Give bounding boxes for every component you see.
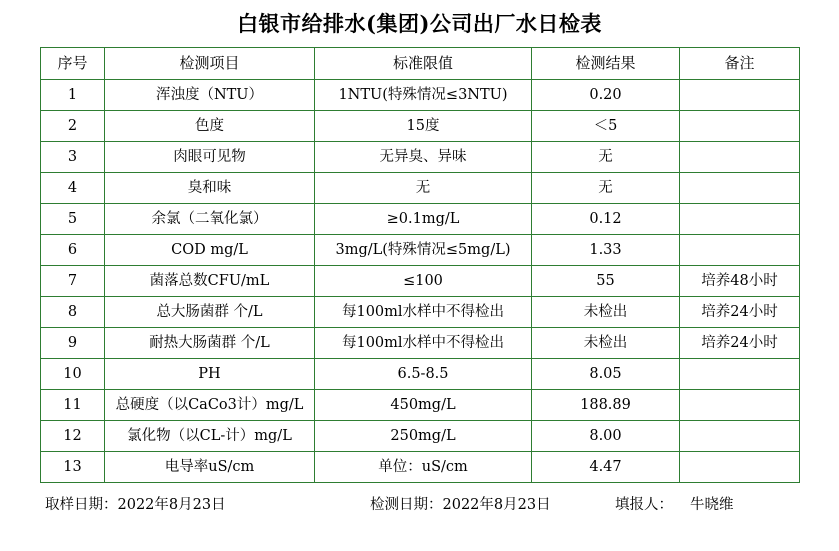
cell-item: 余氯（二氧化氯） xyxy=(105,204,315,235)
cell-remark xyxy=(680,173,800,204)
cell-remark xyxy=(680,80,800,111)
cell-no: 3 xyxy=(41,142,105,173)
cell-limit: 单位：uS/cm xyxy=(315,452,532,483)
table-row xyxy=(41,297,800,328)
cell-result: 0.20 xyxy=(532,80,680,111)
cell-result: 1.33 xyxy=(532,235,680,266)
cell-result: 0.12 xyxy=(532,204,680,235)
cell-no: 2 xyxy=(41,111,105,142)
cell-no: 8 xyxy=(41,297,105,328)
cell-result: 8.00 xyxy=(532,421,680,452)
cell-result: 4.47 xyxy=(532,452,680,483)
cell-limit: ≤100 xyxy=(315,266,532,297)
cell-no: 4 xyxy=(41,173,105,204)
cell-result: 55 xyxy=(532,266,680,297)
cell-limit: 无 xyxy=(315,173,532,204)
cell-item: COD mg/L xyxy=(105,235,315,266)
table-row xyxy=(41,359,800,390)
cell-item: 氯化物（以CL-计）mg/L xyxy=(105,421,315,452)
cell-no: 5 xyxy=(41,204,105,235)
cell-no: 6 xyxy=(41,235,105,266)
cell-item: 总硬度（以CaCo3计）mg/L xyxy=(105,390,315,421)
cell-remark xyxy=(680,452,800,483)
cell-remark: 培养24小时 xyxy=(680,328,800,359)
table-row xyxy=(41,266,800,297)
cell-result: 8.05 xyxy=(532,359,680,390)
column-header-no: 序号 xyxy=(41,48,105,80)
cell-result: 无 xyxy=(532,142,680,173)
water-quality-table xyxy=(40,47,800,483)
cell-result: 未检出 xyxy=(532,328,680,359)
column-header-result: 检测结果 xyxy=(532,48,680,80)
cell-no: 12 xyxy=(41,421,105,452)
cell-limit: 6.5-8.5 xyxy=(315,359,532,390)
cell-item: 色度 xyxy=(105,111,315,142)
cell-limit: 每100ml水样中不得检出 xyxy=(315,297,532,328)
cell-remark xyxy=(680,235,800,266)
cell-remark xyxy=(680,421,800,452)
table-header xyxy=(41,48,800,80)
column-header-item: 检测项目 xyxy=(105,48,315,80)
cell-no: 11 xyxy=(41,390,105,421)
table-row xyxy=(41,111,800,142)
sample-date: 取样日期：2022年8月23日 xyxy=(45,497,226,513)
table-row xyxy=(41,390,800,421)
table-row xyxy=(41,328,800,359)
cell-remark xyxy=(680,204,800,235)
cell-no: 9 xyxy=(41,328,105,359)
cell-remark: 培养24小时 xyxy=(680,297,800,328)
cell-item: 电导率uS/cm xyxy=(105,452,315,483)
cell-item: 肉眼可见物 xyxy=(105,142,315,173)
cell-result: 无 xyxy=(532,173,680,204)
cell-limit: 250mg/L xyxy=(315,421,532,452)
cell-limit: 15度 xyxy=(315,111,532,142)
cell-remark: 培养48小时 xyxy=(680,266,800,297)
column-header-limit: 标准限值 xyxy=(315,48,532,80)
cell-no: 7 xyxy=(41,266,105,297)
table-row xyxy=(41,421,800,452)
test-date: 检测日期：2022年8月23日 xyxy=(370,497,551,513)
page-title: 白银市给排水(集团)公司出厂水日检表 xyxy=(237,11,602,36)
cell-remark xyxy=(680,142,800,173)
cell-limit: ≥0.1mg/L xyxy=(315,204,532,235)
table-body xyxy=(41,80,800,483)
table-row xyxy=(41,204,800,235)
filler-name: 牛晓维 xyxy=(690,497,734,513)
table-row xyxy=(41,80,800,111)
cell-limit: 450mg/L xyxy=(315,390,532,421)
cell-remark xyxy=(680,359,800,390)
cell-item: 浑浊度（NTU） xyxy=(105,80,315,111)
table-row xyxy=(41,173,800,204)
filler-label: 填报人： xyxy=(615,497,673,513)
cell-limit: 1NTU(特殊情况≤3NTU) xyxy=(315,80,532,111)
cell-item: 耐热大肠菌群 个/L xyxy=(105,328,315,359)
footer xyxy=(0,487,839,521)
cell-no: 10 xyxy=(41,359,105,390)
cell-item: 菌落总数CFU/mL xyxy=(105,266,315,297)
cell-limit: 每100ml水样中不得检出 xyxy=(315,328,532,359)
cell-item: 总大肠菌群 个/L xyxy=(105,297,315,328)
table-row xyxy=(41,452,800,483)
table-row xyxy=(41,142,800,173)
cell-item: PH xyxy=(105,359,315,390)
cell-no: 1 xyxy=(41,80,105,111)
cell-result: ＜5 xyxy=(532,111,680,142)
cell-remark xyxy=(680,390,800,421)
table-row xyxy=(41,235,800,266)
table-header-row xyxy=(41,48,800,80)
column-header-remark: 备注 xyxy=(680,48,800,80)
cell-remark xyxy=(680,111,800,142)
table-container xyxy=(0,47,839,483)
cell-no: 13 xyxy=(41,452,105,483)
cell-limit: 3mg/L(特殊情况≤5mg/L) xyxy=(315,235,532,266)
cell-result: 188.89 xyxy=(532,390,680,421)
cell-item: 臭和味 xyxy=(105,173,315,204)
cell-limit: 无异臭、异味 xyxy=(315,142,532,173)
cell-result: 未检出 xyxy=(532,297,680,328)
